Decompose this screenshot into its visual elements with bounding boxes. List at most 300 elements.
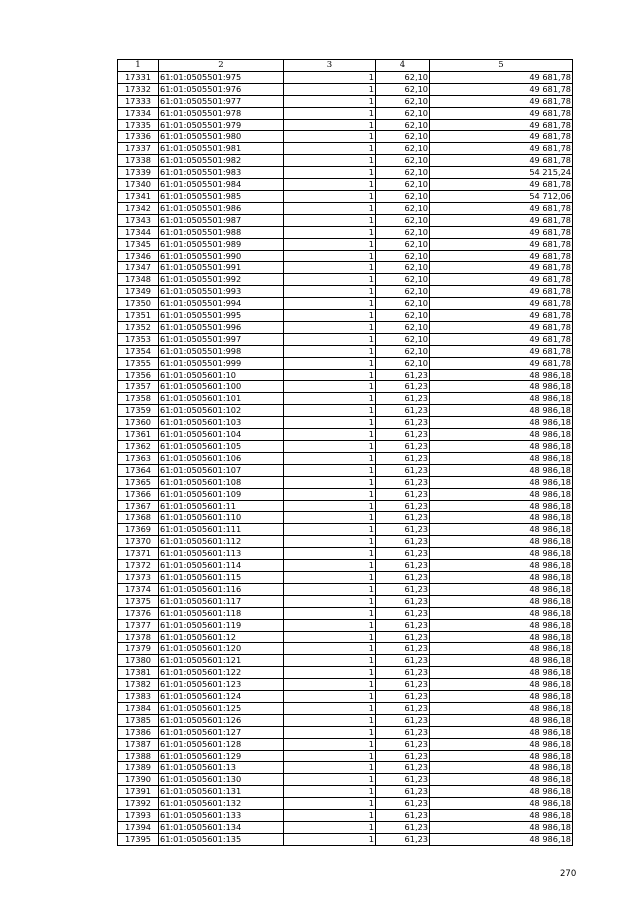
area-value: 62,10 xyxy=(376,333,430,345)
row-number: 17366 xyxy=(118,488,159,500)
row-number: 17348 xyxy=(118,274,159,286)
column-header-3: 3 xyxy=(284,60,376,72)
area-value: 62,10 xyxy=(376,83,430,95)
quantity: 1 xyxy=(284,167,376,179)
cost-value: 48 986,18 xyxy=(430,607,573,619)
row-number: 17395 xyxy=(118,833,159,845)
cost-value: 48 986,18 xyxy=(430,583,573,595)
area-value: 61,23 xyxy=(376,774,430,786)
row-number: 17386 xyxy=(118,726,159,738)
cost-value: 49 681,78 xyxy=(430,262,573,274)
area-value: 61,23 xyxy=(376,488,430,500)
table-row xyxy=(118,214,573,226)
cadastral-number: 61:01:0505601:106 xyxy=(159,452,284,464)
cadastral-number: 61:01:0505501:991 xyxy=(159,262,284,274)
row-number: 17344 xyxy=(118,226,159,238)
row-number: 17337 xyxy=(118,143,159,155)
table-row xyxy=(118,667,573,679)
cost-value: 48 986,18 xyxy=(430,762,573,774)
cadastral-number: 61:01:0505501:993 xyxy=(159,286,284,298)
column-header-2: 2 xyxy=(159,60,284,72)
row-number: 17346 xyxy=(118,250,159,262)
row-number: 17379 xyxy=(118,643,159,655)
quantity: 1 xyxy=(284,691,376,703)
cadastral-number: 61:01:0505501:976 xyxy=(159,83,284,95)
row-number: 17352 xyxy=(118,321,159,333)
cadastral-number: 61:01:0505601:115 xyxy=(159,571,284,583)
area-value: 61,23 xyxy=(376,512,430,524)
area-value: 61,23 xyxy=(376,714,430,726)
row-number: 17359 xyxy=(118,405,159,417)
table-row xyxy=(118,500,573,512)
cost-value: 49 681,78 xyxy=(430,274,573,286)
cadastral-number: 61:01:0505601:127 xyxy=(159,726,284,738)
cost-value: 49 681,78 xyxy=(430,155,573,167)
cost-value: 49 681,78 xyxy=(430,119,573,131)
quantity: 1 xyxy=(284,417,376,429)
quantity: 1 xyxy=(284,369,376,381)
table-row xyxy=(118,774,573,786)
row-number: 17338 xyxy=(118,155,159,167)
table-row xyxy=(118,655,573,667)
area-value: 61,23 xyxy=(376,607,430,619)
area-value: 61,23 xyxy=(376,702,430,714)
quantity: 1 xyxy=(284,250,376,262)
cost-value: 54 215,24 xyxy=(430,167,573,179)
area-value: 61,23 xyxy=(376,417,430,429)
row-number: 17367 xyxy=(118,500,159,512)
area-value: 62,10 xyxy=(376,107,430,119)
quantity: 1 xyxy=(284,310,376,322)
cost-value: 49 681,78 xyxy=(430,357,573,369)
area-value: 62,10 xyxy=(376,131,430,143)
table-row xyxy=(118,524,573,536)
cost-value: 49 681,78 xyxy=(430,71,573,83)
cost-value: 48 986,18 xyxy=(430,798,573,810)
area-value: 61,23 xyxy=(376,583,430,595)
cadastral-number: 61:01:0505601:135 xyxy=(159,833,284,845)
table-row xyxy=(118,155,573,167)
quantity: 1 xyxy=(284,798,376,810)
cadastral-number: 61:01:0505501:981 xyxy=(159,143,284,155)
row-number: 17364 xyxy=(118,464,159,476)
cost-value: 49 681,78 xyxy=(430,83,573,95)
row-number: 17380 xyxy=(118,655,159,667)
column-header-4: 4 xyxy=(376,60,430,72)
row-number: 17394 xyxy=(118,822,159,834)
cost-value: 48 986,18 xyxy=(430,500,573,512)
row-number: 17354 xyxy=(118,345,159,357)
cadastral-number: 61:01:0505501:982 xyxy=(159,155,284,167)
quantity: 1 xyxy=(284,238,376,250)
quantity: 1 xyxy=(284,560,376,572)
table-row xyxy=(118,71,573,83)
cadastral-number: 61:01:0505501:996 xyxy=(159,321,284,333)
cost-value: 48 986,18 xyxy=(430,810,573,822)
row-number: 17371 xyxy=(118,548,159,560)
area-value: 62,10 xyxy=(376,190,430,202)
table-row xyxy=(118,107,573,119)
cost-value: 48 986,18 xyxy=(430,702,573,714)
cost-value: 49 681,78 xyxy=(430,345,573,357)
cadastral-number: 61:01:0505601:12 xyxy=(159,631,284,643)
row-number: 17357 xyxy=(118,381,159,393)
quantity: 1 xyxy=(284,631,376,643)
table-row xyxy=(118,321,573,333)
table-row xyxy=(118,488,573,500)
quantity: 1 xyxy=(284,119,376,131)
quantity: 1 xyxy=(284,179,376,191)
row-number: 17335 xyxy=(118,119,159,131)
cadastral-number: 61:01:0505601:114 xyxy=(159,560,284,572)
quantity: 1 xyxy=(284,536,376,548)
table-row xyxy=(118,333,573,345)
quantity: 1 xyxy=(284,738,376,750)
area-value: 62,10 xyxy=(376,202,430,214)
area-value: 61,23 xyxy=(376,595,430,607)
cadastral-number: 61:01:0505501:980 xyxy=(159,131,284,143)
table-row xyxy=(118,202,573,214)
cost-value: 48 986,18 xyxy=(430,786,573,798)
cost-value: 49 681,78 xyxy=(430,143,573,155)
cadastral-number: 61:01:0505601:113 xyxy=(159,548,284,560)
table-row xyxy=(118,714,573,726)
cost-value: 48 986,18 xyxy=(430,512,573,524)
table-row xyxy=(118,429,573,441)
area-value: 61,23 xyxy=(376,738,430,750)
area-value: 61,23 xyxy=(376,405,430,417)
table-row xyxy=(118,691,573,703)
cost-value: 49 681,78 xyxy=(430,226,573,238)
cadastral-number: 61:01:0505501:975 xyxy=(159,71,284,83)
area-value: 62,10 xyxy=(376,238,430,250)
table-row xyxy=(118,369,573,381)
area-value: 61,23 xyxy=(376,500,430,512)
table-row xyxy=(118,95,573,107)
cost-value: 48 986,18 xyxy=(430,548,573,560)
quantity: 1 xyxy=(284,286,376,298)
cadastral-number: 61:01:0505501:979 xyxy=(159,119,284,131)
cost-value: 48 986,18 xyxy=(430,452,573,464)
quantity: 1 xyxy=(284,226,376,238)
cost-value: 48 986,18 xyxy=(430,833,573,845)
row-number: 17331 xyxy=(118,71,159,83)
cost-value: 48 986,18 xyxy=(430,441,573,453)
area-value: 62,10 xyxy=(376,214,430,226)
row-number: 17355 xyxy=(118,357,159,369)
quantity: 1 xyxy=(284,762,376,774)
cadastral-number: 61:01:0505601:124 xyxy=(159,691,284,703)
table-row xyxy=(118,833,573,845)
cadastral-number: 61:01:0505601:125 xyxy=(159,702,284,714)
cadastral-number: 61:01:0505601:130 xyxy=(159,774,284,786)
table-row xyxy=(118,512,573,524)
cost-value: 48 986,18 xyxy=(430,619,573,631)
table-row xyxy=(118,476,573,488)
quantity: 1 xyxy=(284,750,376,762)
quantity: 1 xyxy=(284,155,376,167)
area-value: 61,23 xyxy=(376,429,430,441)
table-row xyxy=(118,726,573,738)
area-value: 61,23 xyxy=(376,381,430,393)
cost-value: 48 986,18 xyxy=(430,679,573,691)
cadastral-number: 61:01:0505601:101 xyxy=(159,393,284,405)
row-number: 17378 xyxy=(118,631,159,643)
cadastral-number: 61:01:0505601:107 xyxy=(159,464,284,476)
quantity: 1 xyxy=(284,822,376,834)
cadastral-number: 61:01:0505501:984 xyxy=(159,179,284,191)
cadastral-number: 61:01:0505601:120 xyxy=(159,643,284,655)
cost-value: 48 986,18 xyxy=(430,571,573,583)
table-row xyxy=(118,393,573,405)
quantity: 1 xyxy=(284,476,376,488)
cost-value: 48 986,18 xyxy=(430,464,573,476)
cadastral-number: 61:01:0505601:13 xyxy=(159,762,284,774)
cost-value: 48 986,18 xyxy=(430,631,573,643)
row-number: 17370 xyxy=(118,536,159,548)
cost-value: 48 986,18 xyxy=(430,822,573,834)
table-row xyxy=(118,536,573,548)
cadastral-number: 61:01:0505501:998 xyxy=(159,345,284,357)
row-number: 17369 xyxy=(118,524,159,536)
column-header-5: 5 xyxy=(430,60,573,72)
area-value: 61,23 xyxy=(376,667,430,679)
row-number: 17381 xyxy=(118,667,159,679)
cadastral-number: 61:01:0505601:122 xyxy=(159,667,284,679)
cadastral-number: 61:01:0505601:133 xyxy=(159,810,284,822)
cost-value: 48 986,18 xyxy=(430,381,573,393)
cadastral-number: 61:01:0505601:116 xyxy=(159,583,284,595)
area-value: 61,23 xyxy=(376,655,430,667)
area-value: 61,23 xyxy=(376,476,430,488)
quantity: 1 xyxy=(284,643,376,655)
cost-value: 49 681,78 xyxy=(430,250,573,262)
row-number: 17376 xyxy=(118,607,159,619)
area-value: 61,23 xyxy=(376,536,430,548)
cost-value: 48 986,18 xyxy=(430,738,573,750)
table-body xyxy=(118,71,573,845)
quantity: 1 xyxy=(284,595,376,607)
row-number: 17343 xyxy=(118,214,159,226)
cadastral-number: 61:01:0505601:123 xyxy=(159,679,284,691)
table-row xyxy=(118,345,573,357)
row-number: 17391 xyxy=(118,786,159,798)
cadastral-number: 61:01:0505601:104 xyxy=(159,429,284,441)
cadastral-number: 61:01:0505501:989 xyxy=(159,238,284,250)
row-number: 17340 xyxy=(118,179,159,191)
area-value: 61,23 xyxy=(376,726,430,738)
cadastral-number: 61:01:0505501:992 xyxy=(159,274,284,286)
quantity: 1 xyxy=(284,143,376,155)
cost-value: 48 986,18 xyxy=(430,560,573,572)
area-value: 62,10 xyxy=(376,345,430,357)
quantity: 1 xyxy=(284,441,376,453)
quantity: 1 xyxy=(284,810,376,822)
area-value: 61,23 xyxy=(376,691,430,703)
quantity: 1 xyxy=(284,583,376,595)
cost-value: 49 681,78 xyxy=(430,214,573,226)
quantity: 1 xyxy=(284,607,376,619)
table-row xyxy=(118,310,573,322)
table-row xyxy=(118,143,573,155)
area-value: 62,10 xyxy=(376,262,430,274)
table-row xyxy=(118,250,573,262)
table-row xyxy=(118,762,573,774)
cadastral-number: 61:01:0505601:110 xyxy=(159,512,284,524)
quantity: 1 xyxy=(284,714,376,726)
cost-value: 48 986,18 xyxy=(430,774,573,786)
quantity: 1 xyxy=(284,393,376,405)
cost-value: 48 986,18 xyxy=(430,726,573,738)
quantity: 1 xyxy=(284,71,376,83)
cadastral-number: 61:01:0505601:119 xyxy=(159,619,284,631)
cadastral-number: 61:01:0505601:132 xyxy=(159,798,284,810)
cost-value: 49 681,78 xyxy=(430,286,573,298)
quantity: 1 xyxy=(284,131,376,143)
area-value: 61,23 xyxy=(376,643,430,655)
table-row xyxy=(118,83,573,95)
page-number: 270 xyxy=(560,869,577,879)
table-row xyxy=(118,167,573,179)
quantity: 1 xyxy=(284,726,376,738)
row-number: 17389 xyxy=(118,762,159,774)
area-value: 61,23 xyxy=(376,441,430,453)
row-number: 17362 xyxy=(118,441,159,453)
row-number: 17349 xyxy=(118,286,159,298)
quantity: 1 xyxy=(284,202,376,214)
cost-value: 48 986,18 xyxy=(430,536,573,548)
cost-value: 54 712,06 xyxy=(430,190,573,202)
row-number: 17390 xyxy=(118,774,159,786)
table-row xyxy=(118,464,573,476)
table-row xyxy=(118,702,573,714)
cadastral-number: 61:01:0505501:995 xyxy=(159,310,284,322)
cost-value: 48 986,18 xyxy=(430,655,573,667)
quantity: 1 xyxy=(284,833,376,845)
area-value: 61,23 xyxy=(376,369,430,381)
row-number: 17365 xyxy=(118,476,159,488)
cadastral-number: 61:01:0505601:134 xyxy=(159,822,284,834)
table-row xyxy=(118,452,573,464)
quantity: 1 xyxy=(284,500,376,512)
cadastral-number: 61:01:0505601:111 xyxy=(159,524,284,536)
area-value: 62,10 xyxy=(376,95,430,107)
table-row xyxy=(118,286,573,298)
quantity: 1 xyxy=(284,345,376,357)
table-row xyxy=(118,179,573,191)
cadastral-number: 61:01:0505501:978 xyxy=(159,107,284,119)
table-row xyxy=(118,190,573,202)
quantity: 1 xyxy=(284,548,376,560)
cadastral-number: 61:01:0505601:103 xyxy=(159,417,284,429)
cost-value: 48 986,18 xyxy=(430,595,573,607)
cost-value: 49 681,78 xyxy=(430,95,573,107)
area-value: 61,23 xyxy=(376,679,430,691)
area-value: 62,10 xyxy=(376,321,430,333)
area-value: 61,23 xyxy=(376,822,430,834)
cost-value: 48 986,18 xyxy=(430,476,573,488)
quantity: 1 xyxy=(284,405,376,417)
row-number: 17336 xyxy=(118,131,159,143)
cost-value: 48 986,18 xyxy=(430,429,573,441)
cadastral-number: 61:01:0505601:121 xyxy=(159,655,284,667)
quantity: 1 xyxy=(284,214,376,226)
row-number: 17384 xyxy=(118,702,159,714)
area-value: 61,23 xyxy=(376,798,430,810)
cost-value: 49 681,78 xyxy=(430,179,573,191)
row-number: 17363 xyxy=(118,452,159,464)
area-value: 62,10 xyxy=(376,310,430,322)
quantity: 1 xyxy=(284,357,376,369)
cost-value: 49 681,78 xyxy=(430,107,573,119)
row-number: 17387 xyxy=(118,738,159,750)
area-value: 62,10 xyxy=(376,167,430,179)
row-number: 17368 xyxy=(118,512,159,524)
table-row xyxy=(118,441,573,453)
area-value: 62,10 xyxy=(376,226,430,238)
table-row xyxy=(118,583,573,595)
quantity: 1 xyxy=(284,107,376,119)
header-row xyxy=(118,60,573,72)
quantity: 1 xyxy=(284,381,376,393)
cadastral-number: 61:01:0505601:11 xyxy=(159,500,284,512)
quantity: 1 xyxy=(284,190,376,202)
area-value: 61,23 xyxy=(376,571,430,583)
table-row xyxy=(118,131,573,143)
quantity: 1 xyxy=(284,262,376,274)
table-row xyxy=(118,548,573,560)
quantity: 1 xyxy=(284,452,376,464)
table-row xyxy=(118,631,573,643)
cost-value: 48 986,18 xyxy=(430,667,573,679)
cadastral-number: 61:01:0505601:109 xyxy=(159,488,284,500)
cadastral-number: 61:01:0505601:100 xyxy=(159,381,284,393)
row-number: 17339 xyxy=(118,167,159,179)
quantity: 1 xyxy=(284,488,376,500)
row-number: 17385 xyxy=(118,714,159,726)
cadastral-number: 61:01:0505501:983 xyxy=(159,167,284,179)
table-row xyxy=(118,298,573,310)
table-row xyxy=(118,274,573,286)
quantity: 1 xyxy=(284,655,376,667)
table-row xyxy=(118,262,573,274)
row-number: 17345 xyxy=(118,238,159,250)
area-value: 61,23 xyxy=(376,464,430,476)
quantity: 1 xyxy=(284,774,376,786)
cadastral-table xyxy=(117,59,573,846)
cost-value: 48 986,18 xyxy=(430,643,573,655)
cadastral-number: 61:01:0505501:985 xyxy=(159,190,284,202)
cadastral-number: 61:01:0505601:10 xyxy=(159,369,284,381)
area-value: 61,23 xyxy=(376,631,430,643)
area-value: 61,23 xyxy=(376,393,430,405)
table-row xyxy=(118,381,573,393)
table-row xyxy=(118,607,573,619)
area-value: 61,23 xyxy=(376,810,430,822)
quantity: 1 xyxy=(284,524,376,536)
cost-value: 48 986,18 xyxy=(430,691,573,703)
cadastral-number: 61:01:0505501:987 xyxy=(159,214,284,226)
row-number: 17382 xyxy=(118,679,159,691)
table-row xyxy=(118,226,573,238)
row-number: 17334 xyxy=(118,107,159,119)
row-number: 17342 xyxy=(118,202,159,214)
cadastral-number: 61:01:0505601:118 xyxy=(159,607,284,619)
cadastral-number: 61:01:0505501:988 xyxy=(159,226,284,238)
area-value: 61,23 xyxy=(376,786,430,798)
table-row xyxy=(118,405,573,417)
row-number: 17356 xyxy=(118,369,159,381)
